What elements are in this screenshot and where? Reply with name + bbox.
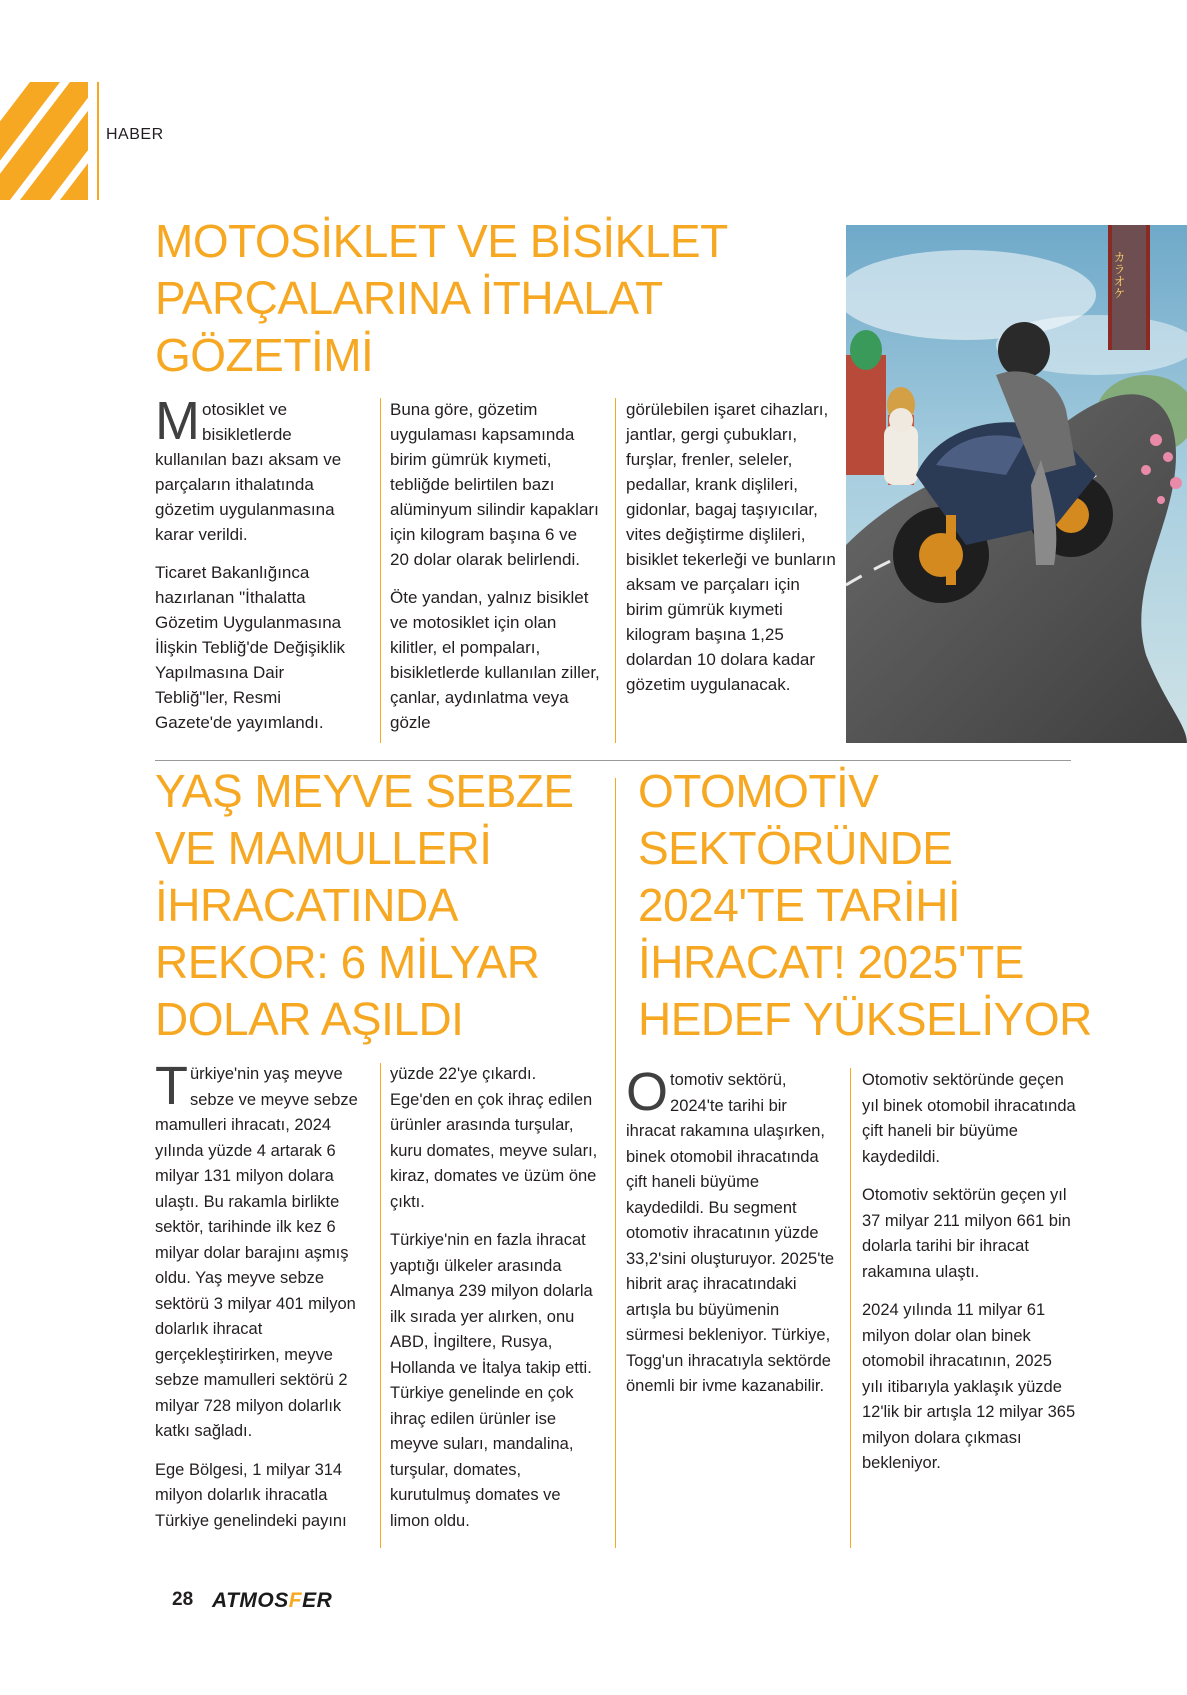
- article-2-col2-p1: yüzde 22'ye çıkardı. Ege'den en çok ihraç edilen ürünler arasında turşular, kuru domates, meyve suları, kiraz, domates ve üzüm öne çıktı.: [390, 1065, 598, 1211]
- article-2-col1-p1: ürkiye'nin yaş meyve sebze ve meyve sebze mamulleri ihracatı, 2024 yılında yüzde 4 artarak 6 milyar 131 milyon dolara ulaştı. Bu rakamla birlikte sektör, tarihinde ilk kez 6 milyar dolar barajını aşmış oldu. Yaş meyve sebze sektörü 3 milyar 401 milyon dolarlık ihracat gerçekleştirirken, meyve sebze mamulleri sektörü 2 milyar 728 milyon dolarlık katkı sağladı.: [155, 1065, 358, 1440]
- article-1-title: MOTOSİKLET VE BİSİKLET PARÇALARINA İTHALAT GÖZETİMİ: [155, 215, 727, 381]
- section-label: HABER: [106, 126, 164, 143]
- header-stripes-decoration: [0, 82, 88, 200]
- article-1-column-1: [155, 391, 360, 748]
- article-2-col2-p2: Türkiye'nin en fazla ihracat yaptığı ülkeler arasında Almanya 239 milyon dolarla ilk sırada yer alırken, onu ABD, İngiltere, Rusya, Hollanda ve İtalya takip etti. Türkiye genelinde en çok ihraç edilen ürünler ise meyve suları, mandalina, turşular, domates, kurutulmuş domates ve limon oldu.: [390, 1231, 593, 1530]
- article-1-column-divider-1: [380, 398, 381, 743]
- article-1-col2-p1: Buna göre, gözetim uygulaması kapsamında birim gümrük kıymeti, tebliğde belirtilen bazı alüminyum silindir kapakları için kilogram başına 6 ve 20 dolar olarak belirlendi.: [390, 400, 599, 569]
- article-2-column-divider: [380, 1063, 381, 1548]
- article-1-column-3: [626, 397, 841, 710]
- article-2-title: YAŞ MEYVE SEBZE VE MAMULLERİ İHRACATINDA REKOR: 6 MİLYAR DOLAR AŞILDI: [155, 765, 574, 1045]
- article-3-column-1: [626, 1062, 836, 1413]
- header-divider-line: [97, 82, 99, 200]
- article-1-dropcap: M: [155, 391, 200, 451]
- article-3-col2-p2: Otomotiv sektörün geçen yıl 37 milyar 211 milyon 661 bin dolarla tarihi bir ihracat rakamına ulaştı.: [862, 1186, 1071, 1281]
- article-3-col1-p1: tomotiv sektörü, 2024'te tarihi bir ihracat rakamına ulaşırken, binek otomobil ihracatında çift haneli büyüme kaydedildi. Bu segment otomotiv ihracatının yüzde 33,2'sini oluşturuyor. 2025'te hibrit araç ihracatındaki artışla bu büyümenin sürmesi bekleniyor. Türkiye, Togg'un ihracatıyla sektörde önemli bir ivme kazanabilir.: [626, 1071, 835, 1395]
- article-3-dropcap: O: [626, 1062, 669, 1122]
- article-2-column-1: [155, 1056, 360, 1547]
- article-1-column-divider-2: [615, 398, 616, 743]
- article-2-dropcap: T: [155, 1056, 188, 1116]
- article-2-3-divider: [615, 778, 616, 1548]
- magazine-logo: [212, 1589, 332, 1613]
- article-1-col3-p1: görülebilen işaret cihazları, jantlar, gergi çubukları, furşlar, frenler, seleler, pedallar, krank dişlileri, gidonlar, bagaj taşıyıcılar, vites değiştirme dişlileri, bisiklet tekerleği ve bunların aksam ve parçaları için birim gümrük kıymeti kilogram başına 1,25 dolardan 10 dolara kadar gözetim uygulanacak.: [626, 400, 836, 694]
- article-separator-line: [155, 760, 1071, 761]
- article-3-col2-p1: Otomotiv sektöründe geçen yıl binek otomobil ihracatında çift haneli bir büyüme kaydedildi.: [862, 1071, 1076, 1166]
- article-2-col1-p2: Ege Bölgesi, 1 milyar 314 milyon dolarlık ihracatla Türkiye genelindeki payını: [155, 1460, 347, 1530]
- article-1-column-2: [390, 397, 600, 748]
- logo-text-part-1: ATMOS: [212, 1589, 289, 1612]
- article-3-column-2: [862, 1068, 1077, 1490]
- article-3-column-divider: [850, 1068, 851, 1548]
- logo-text-accent: F: [288, 1589, 303, 1612]
- article-2-column-2: [390, 1062, 600, 1547]
- article-1-col1-p1: otosiklet ve bisikletlerde kullanılan bazı aksam ve parçaların ithalatında gözetim uygulanmasına karar verildi.: [155, 400, 342, 544]
- motorcycle-photo: [846, 225, 1187, 743]
- article-3-title: OTOMOTİV SEKTÖRÜNDE 2024'TE TARİHİ İHRACAT! 2025'TE HEDEF YÜKSELİYOR: [638, 765, 1092, 1045]
- article-1-col1-p2: Ticaret Bakanlığınca hazırlanan "İthalatta Gözetim Uygulanmasına İlişkin Tebliğ'de Değişiklik Yapılmasına Dair Tebliğ"ler, Resmi Gazete'de yayımlandı.: [155, 563, 346, 732]
- article-1-col2-p2: Öte yandan, yalnız bisiklet ve motosiklet için olan kilitler, el pompaları, bisikletlerde kullanılan ziller, çanlar, aydınlatma veya gözle: [390, 588, 600, 732]
- page-number: 28: [172, 1589, 194, 1610]
- tower-sign-text: カラオケ: [1112, 251, 1126, 299]
- logo-text-part-3: ER: [302, 1589, 333, 1612]
- article-3-col2-p3: 2024 yılında 11 milyar 61 milyon dolar olan binek otomobil ihracatının, 2025 yılı itibarıyla yaklaşık yüzde 12'lik bir artışla 12 milyar 365 milyon dolara çıkması bekleniyor.: [862, 1301, 1076, 1472]
